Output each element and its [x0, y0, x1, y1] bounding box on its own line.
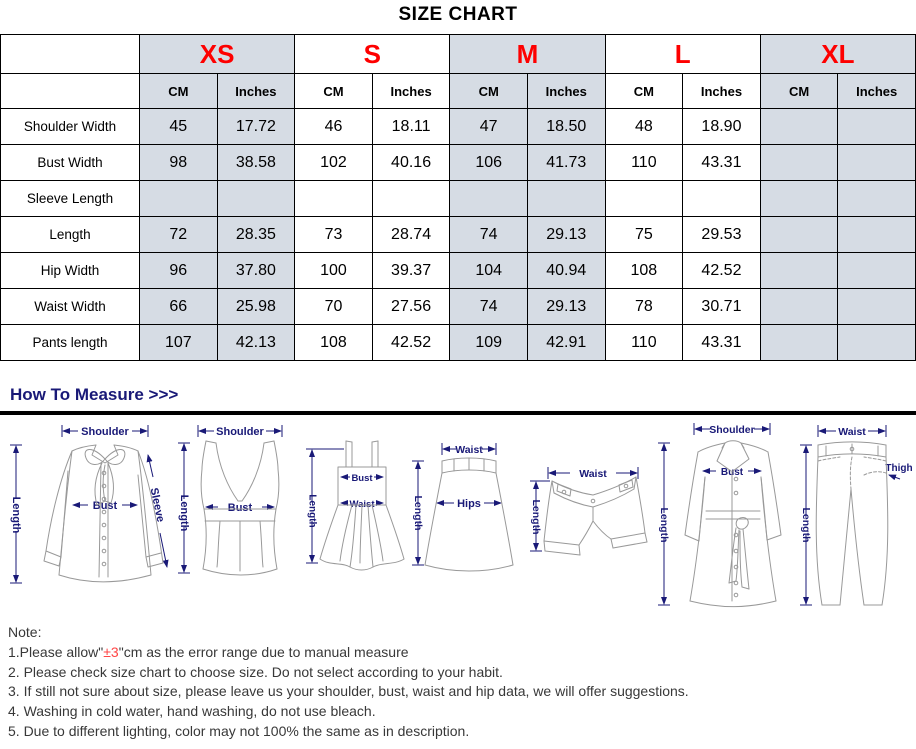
- pants-thigh-label: Thigh: [885, 463, 913, 474]
- value-cell: 104: [450, 253, 528, 289]
- coat-shoulder-label: Shoulder: [709, 424, 755, 436]
- unit-header: CM: [450, 74, 528, 109]
- note-item-2: 2. Please check size chart to choose size. Do not select according to your habit.: [8, 663, 503, 680]
- blouse-sleeve-label: Sleeve: [147, 486, 167, 524]
- skirt-drawing: [425, 458, 513, 571]
- how-to-measure-heading: How To Measure >>>: [10, 385, 179, 404]
- value-cell: 25.98: [217, 289, 295, 325]
- unit-header: CM: [295, 74, 373, 109]
- value-cell: 70: [295, 289, 373, 325]
- value-cell: [760, 253, 838, 289]
- table-corner-cell: [1, 35, 140, 74]
- measure-diagrams: [0, 415, 916, 617]
- value-cell: 75: [605, 217, 683, 253]
- row-label: Length: [1, 217, 140, 253]
- value-cell: [527, 181, 605, 217]
- value-cell: 29.53: [683, 217, 761, 253]
- value-cell: [838, 145, 916, 181]
- diagram-skirt: [408, 415, 522, 615]
- value-cell: 48: [605, 109, 683, 145]
- row-label: Sleeve Length: [1, 181, 140, 217]
- value-cell: 28.74: [372, 217, 450, 253]
- table-row: [1, 289, 916, 325]
- value-cell: [760, 217, 838, 253]
- notes-heading: Note:: [8, 624, 42, 640]
- size-header-l: L: [605, 35, 760, 74]
- value-cell: 43.31: [683, 325, 761, 361]
- coat-drawing: [685, 441, 781, 607]
- value-cell: 46: [295, 109, 373, 145]
- unit-header: CM: [605, 74, 683, 109]
- value-cell: 18.11: [372, 109, 450, 145]
- value-cell: [760, 325, 838, 361]
- blouse-bust-label: Bust: [92, 500, 118, 512]
- value-cell: [140, 181, 218, 217]
- shorts-length-label: Length: [530, 499, 542, 535]
- value-cell: [760, 109, 838, 145]
- dress-bust-label: Bust: [351, 473, 373, 484]
- row-label: Shoulder Width: [1, 109, 140, 145]
- size-chart-table: [0, 34, 916, 361]
- value-cell: [760, 181, 838, 217]
- size-header-s: S: [295, 35, 450, 74]
- note-item-3: 3. If still not sure about size, please leave us your shoulder, bust, waist and hip data, we will offer suggestions.: [8, 683, 689, 700]
- note1-post: "cm as the error range due to manual measure: [118, 643, 409, 660]
- skirt-hips-label: Hips: [457, 498, 481, 510]
- table-row: [1, 109, 916, 145]
- value-cell: 41.73: [527, 145, 605, 181]
- value-cell: [217, 181, 295, 217]
- value-cell: 27.56: [372, 289, 450, 325]
- note1-tolerance: ±3: [103, 643, 119, 660]
- coat-bust-label: Bust: [720, 467, 744, 478]
- diagram-coat: [650, 415, 790, 615]
- value-cell: [838, 109, 916, 145]
- value-cell: 109: [450, 325, 528, 361]
- row-label: Waist Width: [1, 289, 140, 325]
- size-header-xs: XS: [140, 35, 295, 74]
- unit-header: Inches: [838, 74, 916, 109]
- value-cell: 42.52: [683, 253, 761, 289]
- value-cell: 78: [605, 289, 683, 325]
- shorts-drawing: [544, 477, 647, 555]
- value-cell: 17.72: [217, 109, 295, 145]
- pants-length-label: Length: [800, 507, 812, 543]
- blouse-drawing: [44, 445, 163, 582]
- value-cell: 42.52: [372, 325, 450, 361]
- skirt-length-label: Length: [412, 495, 424, 531]
- blouse-shoulder-label: Shoulder: [81, 426, 129, 438]
- table-row: [1, 217, 916, 253]
- unit-header: Inches: [527, 74, 605, 109]
- note-item-4: 4. Washing in cold water, hand washing, do not use bleach.: [8, 703, 376, 720]
- value-cell: [838, 181, 916, 217]
- coat-length-label: Length: [658, 507, 670, 543]
- value-cell: 74: [450, 289, 528, 325]
- table-corner-cell: [1, 74, 140, 109]
- value-cell: 40.16: [372, 145, 450, 181]
- value-cell: 100: [295, 253, 373, 289]
- value-cell: 108: [605, 253, 683, 289]
- row-label: Pants length: [1, 325, 140, 361]
- diagram-blouse: [2, 415, 172, 615]
- diagram-dress: [300, 415, 408, 615]
- value-cell: 73: [295, 217, 373, 253]
- unit-header: CM: [760, 74, 838, 109]
- value-cell: 37.80: [217, 253, 295, 289]
- value-cell: [295, 181, 373, 217]
- value-cell: 29.13: [527, 289, 605, 325]
- tank-bust-label: Bust: [227, 502, 253, 514]
- value-cell: 30.71: [683, 289, 761, 325]
- value-cell: 72: [140, 217, 218, 253]
- shorts-waist-label: Waist: [579, 468, 607, 480]
- value-cell: 66: [140, 289, 218, 325]
- value-cell: [838, 217, 916, 253]
- size-header-m: M: [450, 35, 605, 74]
- pants-drawing: [816, 442, 888, 605]
- value-cell: [838, 325, 916, 361]
- value-cell: [683, 181, 761, 217]
- value-cell: 110: [605, 325, 683, 361]
- blouse-length-label: Length: [10, 496, 22, 534]
- value-cell: 74: [450, 217, 528, 253]
- note-item-1: [8, 643, 916, 663]
- unit-header: Inches: [372, 74, 450, 109]
- table-row: [1, 325, 916, 361]
- tank-length-label: Length: [178, 494, 190, 532]
- row-label: Hip Width: [1, 253, 140, 289]
- value-cell: 29.13: [527, 217, 605, 253]
- value-cell: 45: [140, 109, 218, 145]
- note-item-5: 5. Due to different lighting, color may not 100% the same as in description.: [8, 722, 470, 739]
- value-cell: 108: [295, 325, 373, 361]
- unit-header: CM: [140, 74, 218, 109]
- value-cell: 38.58: [217, 145, 295, 181]
- value-cell: [372, 181, 450, 217]
- dress-length-label: Length: [306, 494, 318, 528]
- size-header-row: [1, 35, 916, 74]
- value-cell: 18.90: [683, 109, 761, 145]
- value-cell: 107: [140, 325, 218, 361]
- table-row: [1, 181, 916, 217]
- value-cell: [838, 253, 916, 289]
- value-cell: [838, 289, 916, 325]
- table-row: [1, 253, 916, 289]
- tank-shoulder-label: Shoulder: [216, 426, 264, 438]
- value-cell: [605, 181, 683, 217]
- value-cell: [760, 145, 838, 181]
- value-cell: 96: [140, 253, 218, 289]
- table-row: [1, 145, 916, 181]
- unit-header-row: [1, 74, 916, 109]
- diagram-shorts: [522, 415, 650, 615]
- value-cell: 42.13: [217, 325, 295, 361]
- value-cell: 42.91: [527, 325, 605, 361]
- dress-drawing: [320, 441, 404, 570]
- diagram-pants: [790, 415, 914, 615]
- size-header-xl: XL: [760, 35, 915, 74]
- note1-pre: 1.Please allow": [8, 643, 104, 660]
- value-cell: 39.37: [372, 253, 450, 289]
- row-label: Bust Width: [1, 145, 140, 181]
- value-cell: [450, 181, 528, 217]
- unit-header: Inches: [217, 74, 295, 109]
- skirt-waist-label: Waist: [455, 444, 483, 456]
- value-cell: 40.94: [527, 253, 605, 289]
- pants-waist-label: Waist: [838, 426, 866, 438]
- page-title: SIZE CHART: [398, 4, 518, 25]
- value-cell: 47: [450, 109, 528, 145]
- value-cell: 102: [295, 145, 373, 181]
- unit-header: Inches: [683, 74, 761, 109]
- value-cell: 110: [605, 145, 683, 181]
- value-cell: [760, 289, 838, 325]
- diagram-tank-top: [172, 415, 300, 615]
- value-cell: 28.35: [217, 217, 295, 253]
- value-cell: 18.50: [527, 109, 605, 145]
- dress-waist-label: Waist: [349, 499, 375, 510]
- value-cell: 106: [450, 145, 528, 181]
- value-cell: 98: [140, 145, 218, 181]
- value-cell: 43.31: [683, 145, 761, 181]
- notes-section: [8, 623, 916, 742]
